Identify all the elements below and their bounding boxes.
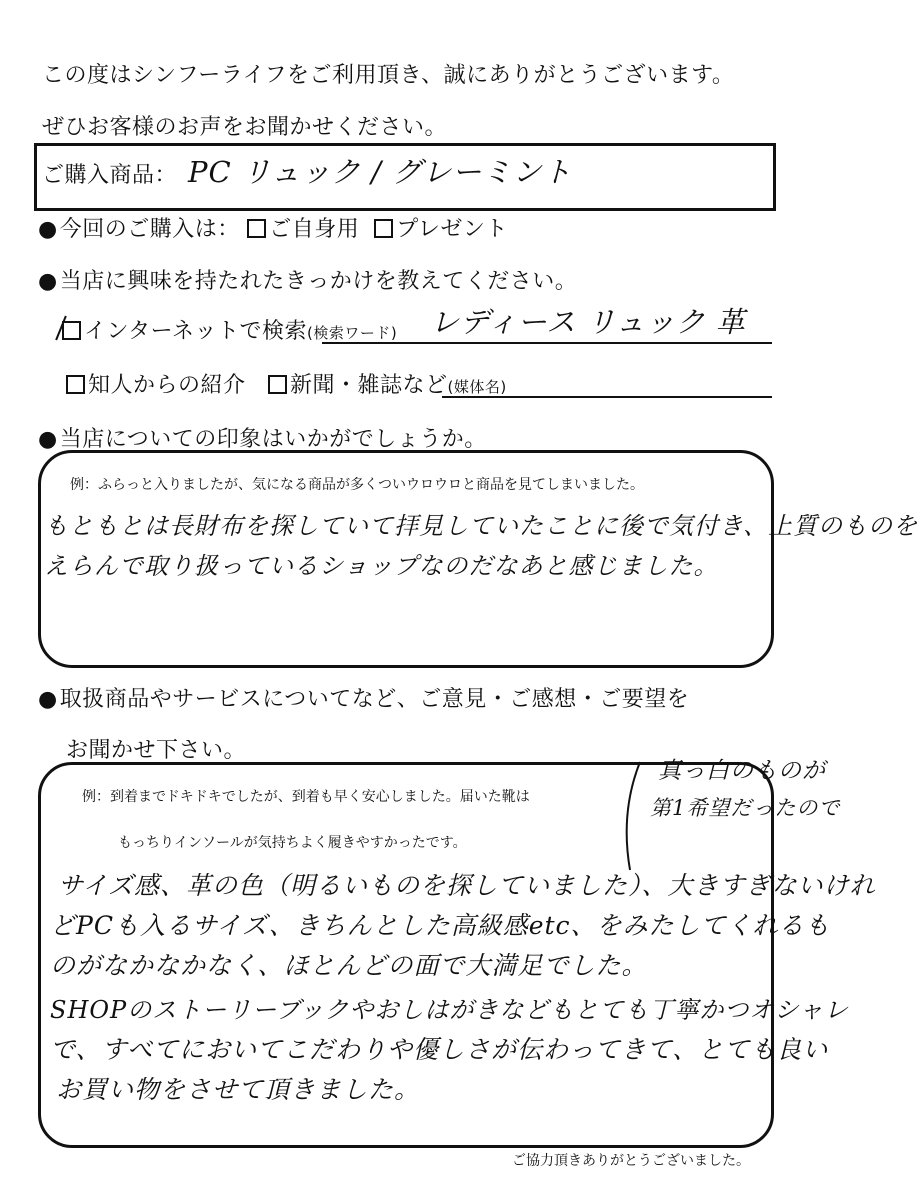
footer-thanks: ご協力頂きありがとうございました。 (512, 1153, 750, 1169)
feedback-answer-line-4: SHOPのストーリーブックやおしはがきなどもとても丁寧かつオシャレ (50, 996, 849, 1024)
bullet-icon: ● (38, 217, 58, 242)
feedback-answer-line-1: サイズ感、革の色（明るいものを探していました）、大きすぎないけれ (58, 871, 876, 900)
purpose-question: 今回のご購入は： (59, 217, 240, 242)
intro-line-1: この度はシンフーライフをご利用頂き、誠にありがとうございます。 (42, 63, 735, 88)
feedback-question-line-2: お聞かせ下さい。 (66, 738, 247, 763)
checkbox-internet[interactable] (62, 321, 81, 340)
bullet-icon: ● (38, 427, 58, 452)
checkbox-media[interactable] (268, 375, 287, 394)
keyword-underline (322, 342, 772, 344)
feedback-answer-line-2: どPCも入るサイズ、きちんとした高級感etc、をみたしてくれるも (50, 911, 831, 940)
feedback-answer-line-6: お買い物をさせて頂きました。 (56, 1075, 421, 1104)
impression-question-row (38, 422, 487, 453)
margin-note-line-1: 真っ白のものが (658, 758, 826, 784)
product-value: PC リュック / グレーミント (188, 155, 573, 189)
feedback-example-line-1: 例：到着までドキドキでしたが、到着も早く安心しました。届いた靴は (82, 789, 530, 805)
feedback-question-row (38, 682, 689, 713)
trigger-question: 当店に興味を持たれたきっかけを教えてください。 (59, 269, 578, 294)
keyword-value: レディース リュック 革 (430, 305, 746, 339)
media-underline (442, 396, 772, 398)
checkbox-gift[interactable] (374, 219, 393, 238)
impression-answer-line-1: もともとは長財布を探していて拝見していたことに後で気付き、上質のものを (44, 512, 918, 540)
keyword-label: (検索ワード) (307, 324, 398, 342)
impression-answer-line-2: えらんで取り扱っているショップなのだなあと感じました。 (44, 552, 719, 580)
purpose-option-gift: プレゼント (396, 217, 508, 242)
referral-label: 知人からの紹介 (88, 373, 246, 398)
feedback-answer-line-3: のがなかなかなく、ほとんどの面で大満足でした。 (50, 951, 648, 980)
bullet-icon: ● (38, 687, 58, 712)
purpose-row (38, 212, 508, 243)
internet-label: インターネットで検索 (84, 319, 308, 344)
checkbox-referral[interactable] (66, 375, 85, 394)
intro-line-2: ぜひお客様のお声をお聞かせください。 (42, 115, 448, 140)
trigger-question-row (38, 264, 577, 295)
feedback-question-line-1: 取扱商品やサービスについてなど、ご意見・ご感想・ご要望を (59, 687, 690, 712)
impression-question: 当店についての印象はいかがでしょうか。 (59, 427, 487, 452)
purpose-option-self: ご自身用 (269, 217, 360, 242)
internet-row (62, 314, 397, 345)
impression-example: 例：ふらっと入りましたが、気になる商品が多くついウロウロと商品を見てしまいました。 (70, 477, 644, 493)
feedback-answer-line-5: で、すべてにおいてこだわりや優しさが伝わってきて、とても良い (50, 1035, 829, 1064)
media-name-label: (媒体名) (447, 378, 507, 396)
media-label: 新聞・雑誌など (290, 373, 448, 398)
margin-note-line-2: 第1希望だったので (650, 796, 841, 820)
feedback-example-line-2: もっちりインソールが気持ちよく履きやすかったです。 (118, 835, 467, 851)
product-label: ご購入商品： (42, 163, 178, 188)
checkbox-self[interactable] (247, 219, 266, 238)
bullet-icon: ● (38, 269, 58, 294)
referral-row (66, 368, 507, 399)
